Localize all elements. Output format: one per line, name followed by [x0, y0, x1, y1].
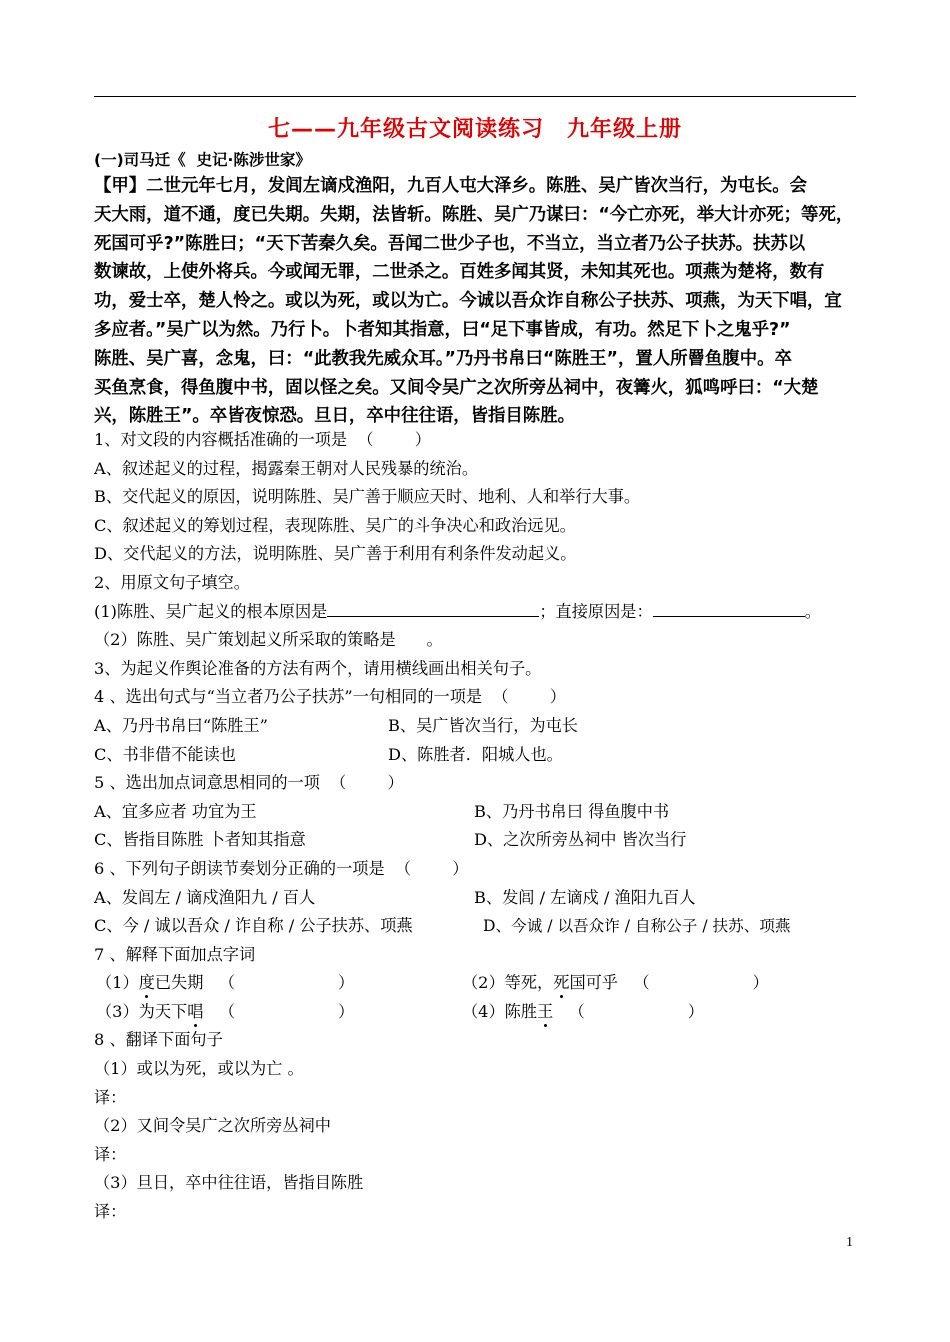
question-8-stem: 8 、翻译下面句子 [94, 1030, 223, 1050]
passage-line: 数谏故，上使外将兵。今或闻无罪，二世杀之。百姓多闻其贤，未知其死也。项燕为楚将，数有 [94, 262, 825, 283]
item-number: （2）等死， [462, 973, 554, 993]
question-2-line-1 [94, 598, 856, 627]
item-text: （ ） [553, 1001, 704, 1021]
dotted-char: 王 [537, 1001, 554, 1021]
question-4-row-2 [94, 741, 856, 770]
header-rule [94, 96, 856, 97]
question-6-row-1 [94, 884, 856, 913]
question-7-stem: 7 、解释下面加点字词 [94, 944, 256, 964]
question-2-prompt-a: (1)陈胜、吴广起义的根本原因是 [94, 601, 328, 621]
question-4-stem: 4 、选出句式与“当立者乃公子扶苏”一句相同的一项是 （ ） [94, 687, 566, 707]
questions-section [94, 426, 856, 1227]
question-4-option-a: A、乃丹书帛曰“陈胜王” [94, 715, 268, 735]
question-4-row-1 [94, 712, 856, 741]
item-text: （ ） [203, 1001, 355, 1021]
answer-blank[interactable] [327, 599, 539, 617]
page-title: 七——九年级古文阅读练习 九年级上册 [267, 117, 682, 142]
question-6-option-c: C、今 / 诚以吾众 / 诈自称 / 公子扶苏、项燕 [94, 916, 413, 936]
translation-label: 译： [94, 1087, 127, 1107]
question-6-stem: 6 、下列句子朗读节奏划分正确的一项是 （ ） [94, 858, 469, 878]
question-5-option-d: D、之次所旁丛祠中 皆次当行 [474, 830, 687, 850]
passage-line: 多应者。”吴广以为然。乃行卜。卜者知其指意，曰“足下事皆成，有功。然足下卜之鬼乎?” [94, 319, 791, 340]
question-6-row-2 [94, 912, 856, 941]
translation-label: 译： [94, 1144, 127, 1164]
page-number: 1 [846, 1235, 853, 1250]
question-2-line-2: （2）陈胜、吴广策划起义所采取的策略是 。 [94, 630, 443, 650]
question-7-item-1 [96, 969, 354, 998]
item-text: 已失期 （ ） [154, 973, 355, 993]
question-6-option-a: A、发闾左 / 谪戍渔阳九 / 百人 [94, 887, 316, 907]
question-7-row-2 [94, 998, 856, 1027]
question-5-stem: 5 、选出加点词意思相同的一项 （ ） [94, 773, 404, 793]
dotted-char: 度 [138, 973, 155, 993]
question-1-stem: 1、对文段的内容概括准确的一项是 （ ） [94, 430, 431, 449]
question-7-item-4 [462, 998, 704, 1027]
question-4-option-b: B、吴广皆次当行，为屯长 [388, 715, 578, 735]
question-8-sentence-1: （1）或以为死，或以为亡 。 [94, 1059, 304, 1079]
passage-source: (一)司马迁《 史记·陈涉世家》 [94, 151, 311, 169]
question-8-sentence-2: （2）又间令吴广之次所旁丛祠中 [94, 1116, 331, 1136]
question-7-item-3 [96, 998, 354, 1027]
question-2-prompt-b: ；直接原因是： [539, 601, 653, 621]
question-4-option-c: C、书非借不能读也 [94, 744, 236, 764]
question-5-option-a: A、宜多应者 功宜为王 [94, 801, 257, 821]
passage-text [94, 172, 856, 431]
question-2-stem: 2、用原文句子填空。 [94, 572, 250, 592]
dotted-char: 死 [553, 973, 570, 993]
question-1-option-b: B、交代起义的原因，说明陈胜、吴广善于顺应天时、地利、人和举行大事。 [94, 487, 641, 507]
dotted-char: 唱 [187, 1001, 204, 1021]
item-number: （1） [96, 973, 139, 993]
question-6-option-d: D、今诚 / 以吾众诈 / 自称公子 / 扶苏、项燕 [483, 917, 791, 936]
question-7-row-1 [94, 969, 856, 998]
passage-line: 死国可乎?”陈胜曰；“天下苦秦久矣。吾闻二世少子也，不当立，当立者乃公子扶苏。扶苏以 [94, 233, 806, 254]
question-3-stem: 3、为起义作舆论准备的方法有两个，请用横线画出相关句子。 [94, 658, 542, 678]
passage-line: 【甲】二世元年七月，发闾左谪戍渔阳，九百人屯大泽乡。陈胜、吴广皆次当行，为屯长。会 [94, 176, 808, 196]
passage-line: 陈胜、吴广喜，念鬼，曰：“此教我先威众耳。”乃丹书帛曰“陈胜王”，置人所罾鱼腹中。卒 [94, 348, 792, 369]
question-8-sentence-3: （3）旦日，卒中往往语，皆指目陈胜 [94, 1173, 364, 1193]
answer-blank[interactable] [653, 599, 805, 617]
question-1-option-a: A、叙述起义的过程，揭露秦王朝对人民残暴的统治。 [94, 458, 479, 478]
question-1-option-d: D、交代起义的方法，说明陈胜、吴广善于利用有利条件发动起义。 [94, 544, 577, 564]
passage-line: 天大雨，道不通，度已失期。失期，法皆斩。陈胜、吴广乃谋曰：“今亡亦死，举大计亦死；等死， [94, 204, 854, 225]
question-5-option-b: B、乃丹书帛曰 得鱼腹中书 [474, 801, 670, 821]
item-text: 国可乎 （ ） [569, 973, 769, 993]
item-number: （3）为天下 [96, 1001, 188, 1021]
question-5-option-c: C、皆指目陈胜 卜者知其指意 [94, 830, 306, 850]
question-5-row-2 [94, 826, 856, 855]
passage-line: 买鱼烹食，得鱼腹中书，固以怪之矣。又间令吴广之次所旁丛祠中，夜篝火，狐鸣呼曰：“大楚 [94, 377, 819, 398]
translation-label: 译： [94, 1202, 127, 1222]
question-5-row-1 [94, 798, 856, 827]
question-6-option-b: B、发闾 / 左谪戍 / 渔阳九百人 [474, 887, 696, 907]
item-number: （4）陈胜 [462, 1001, 538, 1021]
passage-line: 功，爱士卒，楚人怜之。或以为死，或以为亡。今诚以吾众诈自称公子扶苏、项燕，为天下唱，宜 [94, 291, 842, 312]
question-2-period: 。 [804, 601, 821, 621]
question-7-item-2 [462, 969, 769, 998]
question-1-option-c: C、叙述起义的筹划过程，表现陈胜、吴广的斗争决心和政治远见。 [94, 515, 576, 535]
passage-line: 兴，陈胜王”。卒皆夜惊恐。旦日，卒中往往语，皆指目陈胜。 [94, 406, 575, 427]
question-4-option-d: D、陈胜者．阳城人也。 [388, 744, 563, 764]
